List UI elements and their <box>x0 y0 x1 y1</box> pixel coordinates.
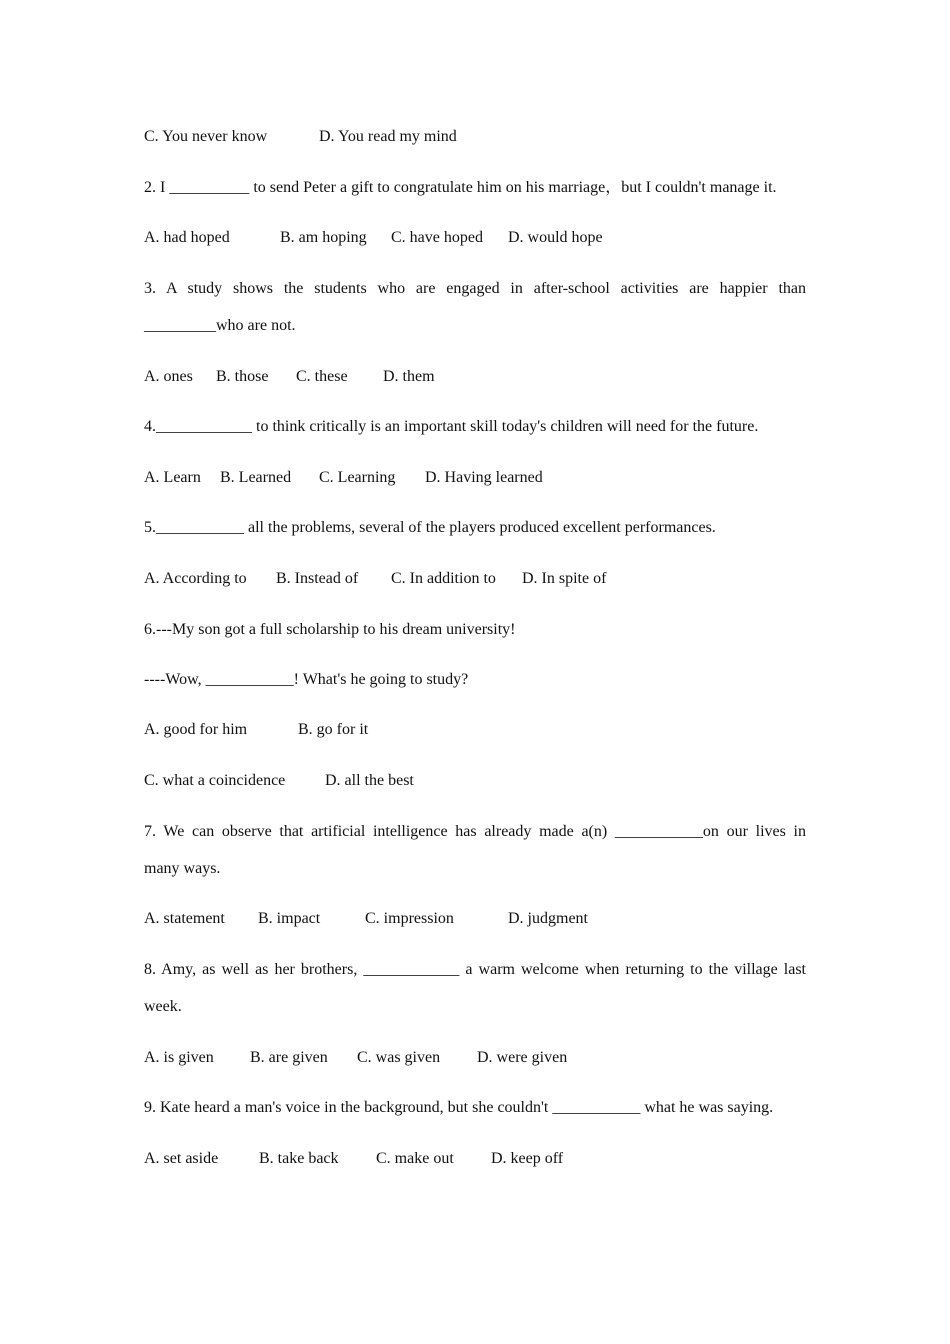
q2-stem: 2. I __________ to send Peter a gift to congratulate him on his marriage，but I couldn't manage it. <box>144 179 777 196</box>
q9-option-a: A. set aside <box>144 1150 219 1167</box>
q7-stem-line2: many ways. <box>144 860 221 877</box>
q6-stem-line2: ----Wow, ___________! What's he going to study? <box>144 671 469 688</box>
q2-option-c: C. have hoped <box>391 229 483 246</box>
q3-option-b: B. those <box>216 368 269 385</box>
q4-option-a: A. Learn <box>144 469 201 486</box>
q9-stem: 9. Kate heard a man's voice in the background, but she couldn't ___________ what he was saying. <box>144 1099 774 1116</box>
q5-option-b: B. Instead of <box>276 570 359 587</box>
q4-option-c: C. Learning <box>319 469 396 486</box>
q9-option-d: D. keep off <box>491 1150 564 1167</box>
q6-option-a: A. good for him <box>144 721 248 738</box>
q9-option-b: B. take back <box>259 1150 339 1167</box>
q5-stem: 5.___________ all the problems, several of the players produced excellent performances. <box>144 519 716 536</box>
q9-option-c: C. make out <box>376 1150 454 1167</box>
q5-option-a: A. According to <box>144 570 247 587</box>
q4-option-d: D. Having learned <box>425 469 543 486</box>
q3-stem-line2: _________who are not. <box>144 317 296 334</box>
q4-option-b: B. Learned <box>220 469 292 486</box>
q3-stem-line1: 3. A study shows the students who are engaged in after-school activities are happier than <box>144 280 806 297</box>
q5-option-c: C. In addition to <box>391 570 496 587</box>
q7-option-b: B. impact <box>258 910 321 927</box>
q3-option-d: D. them <box>383 368 435 385</box>
q3-option-c: C. these <box>296 368 348 385</box>
q2-option-b: B. am hoping <box>280 229 367 246</box>
q1-option-d: D. You read my mind <box>319 128 457 145</box>
q8-option-d: D. were given <box>477 1049 568 1066</box>
q8-stem-line1: 8. Amy, as well as her brothers, ____________ a warm welcome when returning to the village last <box>144 961 806 978</box>
q7-option-c: C. impression <box>365 910 454 927</box>
q8-stem-line2: week. <box>144 998 182 1015</box>
q7-option-a: A. statement <box>144 910 225 927</box>
q6-stem-line1: 6.---My son got a full scholarship to his dream university! <box>144 621 516 638</box>
q7-option-d: D. judgment <box>508 910 588 927</box>
q2-option-d: D. would hope <box>508 229 603 246</box>
q7-stem-line1: 7. We can observe that artificial intelligence has already made a(n) ___________on our lives in <box>144 823 806 840</box>
q8-option-a: A. is given <box>144 1049 214 1066</box>
q4-stem: 4.____________ to think critically is an important skill today's children will need for the future. <box>144 418 759 435</box>
q3-option-a: A. ones <box>144 368 193 385</box>
q1-option-c: C. You never know <box>144 128 268 145</box>
q8-option-b: B. are given <box>250 1049 328 1066</box>
q2-option-a: A. had hoped <box>144 229 230 246</box>
q8-option-c: C. was given <box>357 1049 441 1066</box>
q5-option-d: D. In spite of <box>522 570 607 587</box>
q6-option-d: D. all the best <box>325 772 414 789</box>
q6-option-b: B. go for it <box>298 721 369 738</box>
q6-option-c: C. what a coincidence <box>144 772 286 789</box>
